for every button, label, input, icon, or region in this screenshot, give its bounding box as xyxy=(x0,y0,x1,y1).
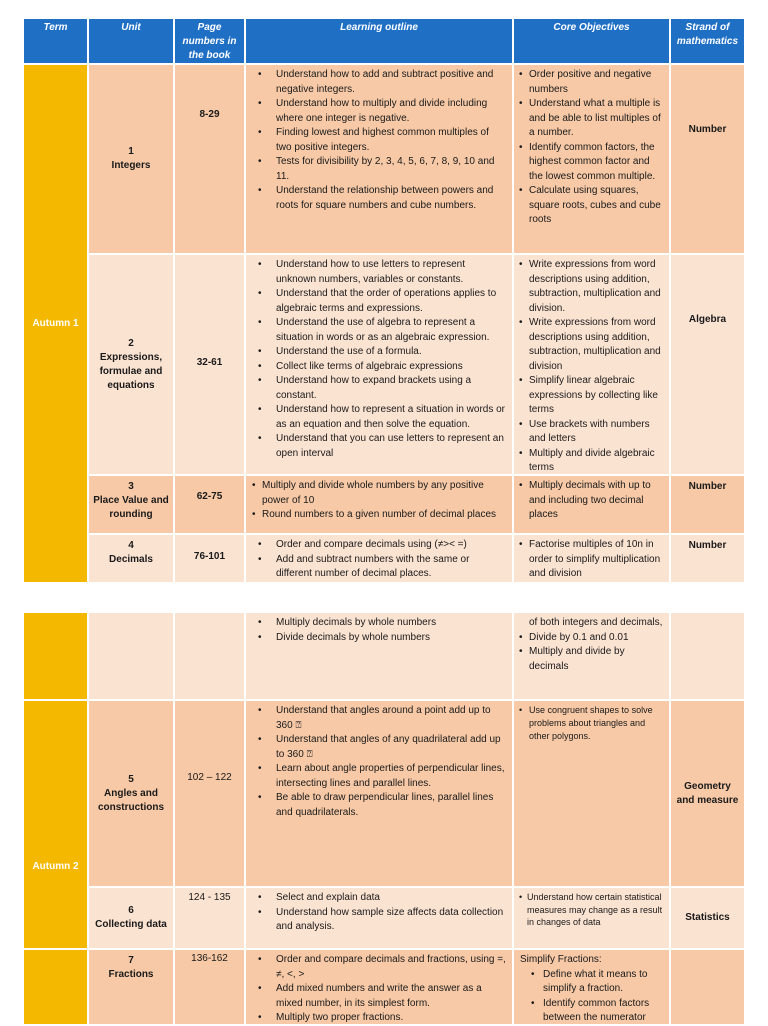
header-strand: Strand of mathematics xyxy=(671,19,744,63)
unit-3-outline xyxy=(246,476,512,533)
unit-2-pages: 32-61 xyxy=(175,255,244,474)
objective-item: • Use congruent shapes to solve problems about triangles and other polygons. xyxy=(517,704,665,743)
outline-item: • Understand that you can use letters to represent an open interval xyxy=(250,432,506,461)
unit-5-pages: 102 – 122 xyxy=(175,701,244,886)
unit-name: Decimals xyxy=(109,554,153,565)
outline-item: • Order and compare decimals and fractions, using =, ≠, <, > xyxy=(250,953,506,982)
unit-4-continued-cell xyxy=(89,613,173,699)
outline-item: • Learn about angle properties of perpendicular lines, intersecting lines and parallel lines. xyxy=(250,762,506,791)
unit-name: Expressions, formulae and equations xyxy=(99,351,163,391)
outline-item: • Understand that angles of any quadrilateral add up to 360 ⍰ xyxy=(250,733,506,762)
unit-3-strand: Number xyxy=(671,476,744,533)
unit-7-pages: 136-162 xyxy=(175,950,244,1024)
unit-6-outline xyxy=(246,888,512,948)
unit-6-objectives xyxy=(514,888,669,948)
objective-item: • Divide by 0.1 and 0.01 xyxy=(517,631,665,646)
unit-1-cell xyxy=(89,65,173,253)
unit-name: Angles and constructions xyxy=(97,787,165,813)
unit-4-cell xyxy=(89,535,173,582)
unit-3-cell xyxy=(89,476,173,533)
objective-item: • Write expressions from word descriptions using addition, subtraction, multiplication and division. xyxy=(517,258,665,316)
objective-item: • Write expressions from word descriptions using addition, subtraction, multiplication and division xyxy=(517,316,665,374)
objective-item: • Identify common factors, the highest common factor and the lowest common multiple. xyxy=(517,141,665,185)
unit-number: 5 xyxy=(128,773,134,785)
objective-item: • Understand what a multiple is and be able to list multiples of a number. xyxy=(517,97,665,141)
objective-item: • Understand how certain statistical measures may change as a result in changes of data xyxy=(517,891,665,929)
outline-item: • Order and compare decimals using (≠>< =) xyxy=(250,538,506,553)
unit-2-strand: Algebra xyxy=(671,255,744,474)
unit-4-strand: Number xyxy=(671,535,744,582)
unit-3-objectives xyxy=(514,476,669,533)
outline-item: • Multiply and divide whole numbers by any positive power of 10 xyxy=(250,479,506,508)
unit-name: Place Value and rounding xyxy=(93,495,169,520)
unit-7-strand xyxy=(671,950,744,1024)
unit-7-cell xyxy=(89,950,173,1024)
objective-text: of both integers and decimals, xyxy=(529,617,663,628)
unit-4-objectives xyxy=(514,535,669,582)
unit-6-pages: 124 - 135 xyxy=(175,888,244,948)
objective-item: • Simplify linear algebraic expressions by collecting like terms xyxy=(517,374,665,418)
outline-item: • Understand how to represent a situation in words or as an equation and then solve the equation. xyxy=(250,403,506,432)
objective-text: Simplify Fractions: xyxy=(520,954,602,965)
unit-1-objectives xyxy=(514,65,669,253)
unit-4-continued-strand xyxy=(671,613,744,699)
outline-item: • Understand the use of a formula. xyxy=(250,345,506,360)
term-next xyxy=(24,950,87,1024)
outline-item: • Understand how to add and subtract positive and negative integers. xyxy=(250,68,506,97)
objective-item: • Calculate using squares, square roots, cubes and cube roots xyxy=(517,184,665,228)
unit-2-cell xyxy=(89,255,173,474)
unit-number: 1 xyxy=(128,146,134,157)
objective-item: • Define what it means to simplify a fraction. xyxy=(517,968,665,997)
unit-name: Integers xyxy=(111,160,151,171)
objective-item: • Multiply decimals with up to and including two decimal places xyxy=(517,479,665,523)
unit-2-objectives xyxy=(514,255,669,474)
unit-name: Collecting data xyxy=(95,919,167,930)
outline-item: • Be able to draw perpendicular lines, parallel lines and quadrilaterals. xyxy=(250,791,506,820)
objective-item: • Use brackets with numbers and letters xyxy=(517,418,665,447)
objective-item: • Order positive and negative numbers xyxy=(517,68,665,97)
outline-item: • Understand how to expand brackets using a constant. xyxy=(250,374,506,403)
unit-1-outline xyxy=(246,65,512,253)
unit-3-pages: 62-75 xyxy=(175,476,244,533)
outline-item: • Add mixed numbers and write the answer as a mixed number, in its simplest form. xyxy=(250,982,506,1011)
outline-item: • Round numbers to a given number of decimal places xyxy=(250,508,506,523)
unit-4-continued-pages xyxy=(175,613,244,699)
term-autumn-1-continued xyxy=(24,613,87,699)
term-autumn-2 xyxy=(24,701,87,948)
unit-7-outline xyxy=(246,950,512,1024)
outline-item: • Understand how to use letters to represent unknown numbers, variables or constants. xyxy=(250,258,506,287)
unit-7-objectives xyxy=(514,950,669,1024)
unit-4-continued-objectives xyxy=(514,613,669,699)
unit-5-cell xyxy=(89,701,173,886)
objective-item: • Multiply and divide by decimals xyxy=(517,645,665,674)
objective-item: • Factorise multiples of 10n in order to simplify multiplication and division xyxy=(517,538,665,582)
header-term: Term xyxy=(24,19,87,63)
outline-item: • Understand how sample size affects data collection and analysis. xyxy=(250,906,506,935)
outline-item: • Understand that the order of operations applies to algebraic terms and expressions. xyxy=(250,287,506,316)
unit-6-strand: Statistics xyxy=(671,888,744,948)
header-pages: Page numbers in the book xyxy=(175,19,244,63)
outline-item: • Understand that angles around a point add up to 360 ⍰ xyxy=(250,704,506,733)
outline-item: • Collect like terms of algebraic expressions xyxy=(250,360,506,375)
unit-4-outline xyxy=(246,535,512,582)
unit-5-strand: Geometry and measure xyxy=(671,701,744,886)
unit-number: 2 xyxy=(128,337,134,349)
unit-2-outline xyxy=(246,255,512,474)
unit-1-pages: 8-29 xyxy=(175,65,244,253)
outline-item: • Multiply two proper fractions. xyxy=(250,1011,506,1026)
outline-item: • Tests for divisibility by 2, 3, 4, 5, 6, 7, 8, 9, 10 and 11. xyxy=(250,155,506,184)
term-autumn-1: Autumn 1 xyxy=(24,65,87,582)
header-unit: Unit xyxy=(89,19,173,63)
outline-item: • Divide decimals by whole numbers xyxy=(250,631,506,646)
outline-item: • Understand how to multiply and divide including where one integer is negative. xyxy=(250,97,506,126)
outline-item: • Understand the relationship between powers and roots for square numbers and cube numbers. xyxy=(250,184,506,213)
header-outline: Learning outline xyxy=(246,19,512,63)
outline-item: • Select and explain data xyxy=(250,891,506,906)
unit-4-pages: 76-101 xyxy=(175,535,244,582)
unit-number: 7 xyxy=(128,955,134,966)
outline-item: • Understand the use of algebra to represent a situation in words or as an algebraic expression. xyxy=(250,316,506,345)
unit-number: 3 xyxy=(128,481,134,492)
unit-5-objectives xyxy=(514,701,669,886)
unit-4-continued-outline xyxy=(246,613,512,699)
objective-item: • Multiply and divide algebraic terms xyxy=(517,447,665,476)
unit-6-cell xyxy=(89,888,173,948)
header-objectives: Core Objectives xyxy=(514,19,669,63)
unit-number: 4 xyxy=(128,540,134,551)
unit-1-strand: Number xyxy=(671,65,744,253)
term-label: Autumn 2 xyxy=(32,861,79,872)
outline-item: • Multiply decimals by whole numbers xyxy=(250,616,506,631)
outline-item: • Finding lowest and highest common multiples of two positive integers. xyxy=(250,126,506,155)
unit-number: 6 xyxy=(128,905,134,916)
outline-item: • Add and subtract numbers with the same or different number of decimal places. xyxy=(250,553,506,582)
objective-item: • Identify common factors between the numerator xyxy=(517,997,665,1026)
unit-name: Fractions xyxy=(108,969,154,980)
unit-5-outline xyxy=(246,701,512,886)
